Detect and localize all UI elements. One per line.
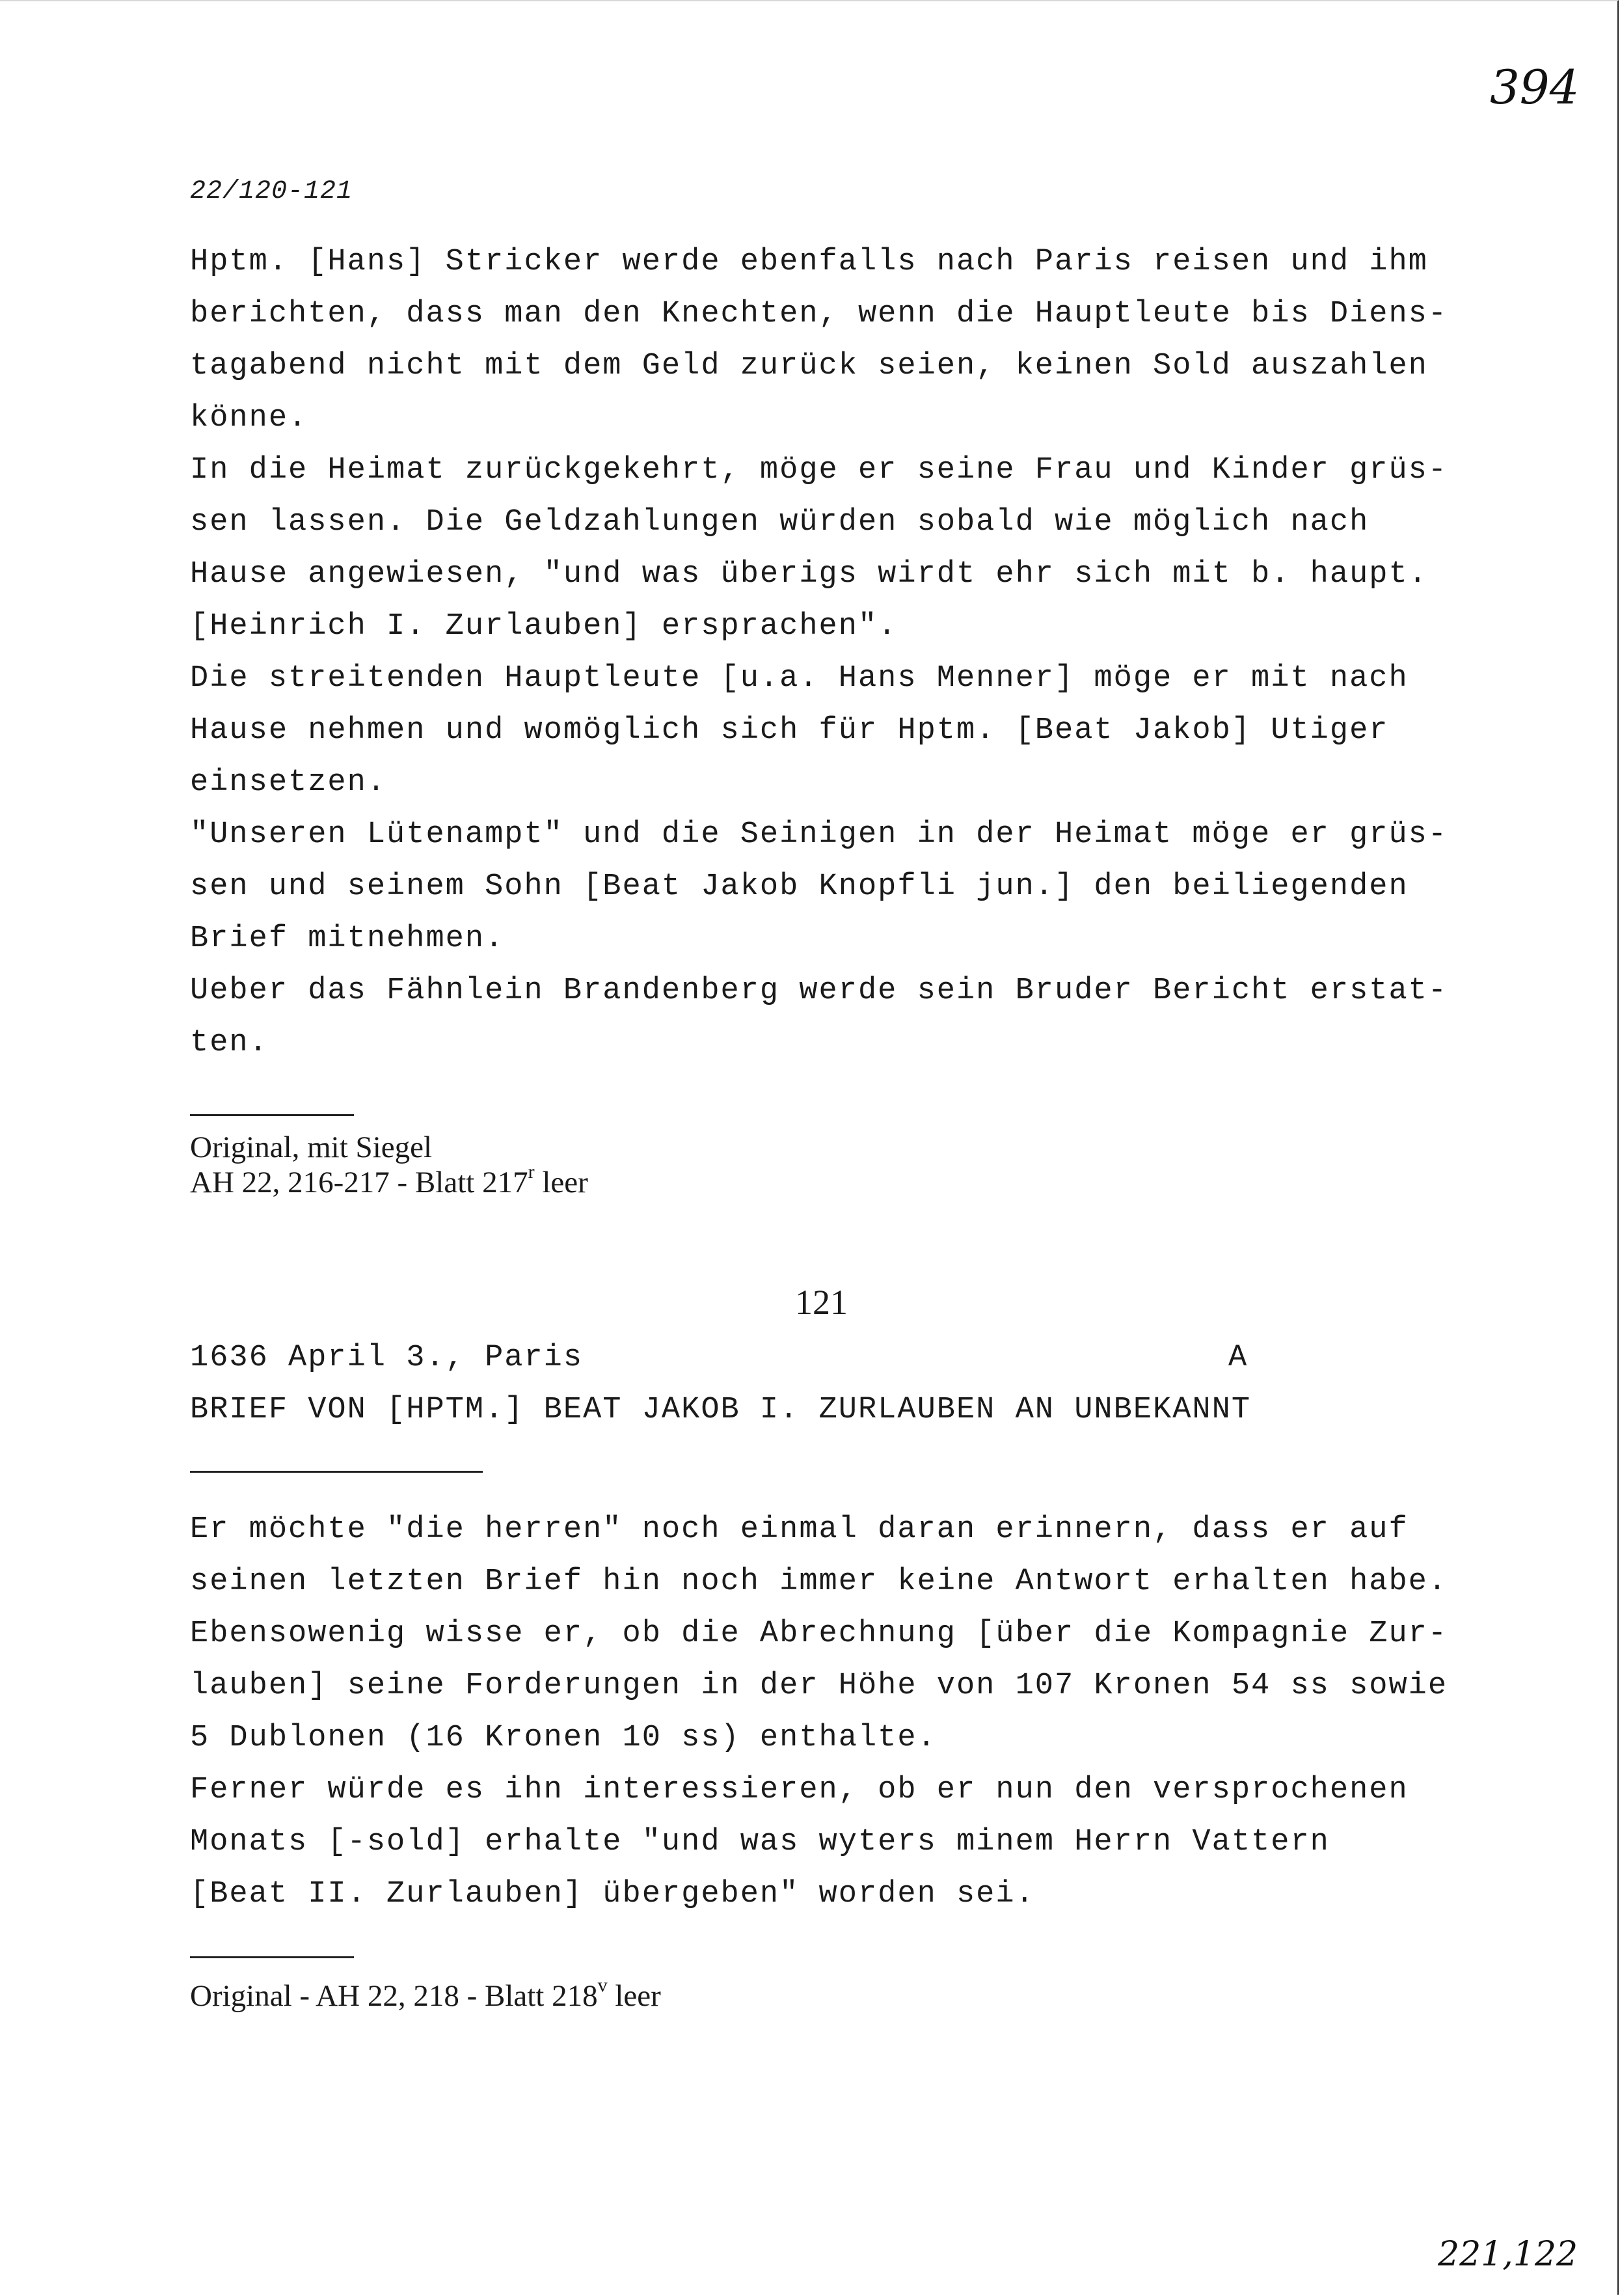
source-note-line-1: Original, mit Siegel: [190, 1130, 433, 1164]
text-line: Ebensowenig wisse er, ob die Abrechnung [über die Kompagnie Zur-: [190, 1617, 1448, 1651]
text-line: berichten, dass man den Knechten, wenn die Hauptleute bis Diens-: [190, 297, 1448, 331]
text-line: Ueber das Fähnlein Brandenberg werde sein Bruder Bericht erstat-: [190, 974, 1448, 1008]
entry-number: 121: [795, 1283, 848, 1322]
source-note-text: Original - AH 22, 218 - Blatt 218: [190, 1979, 598, 2013]
folio-side: v: [597, 1975, 608, 1996]
source-note-line-2: [190, 1161, 588, 1200]
text-line: "Unseren Lütenampt" und die Seinigen in der Heimat möge er grüs-: [190, 817, 1448, 852]
entry-heading: BRIEF VON [HPTM.] BEAT JAKOB I. ZURLAUBEN AN UNBEKANNT: [190, 1393, 1252, 1427]
source-note-suffix: leer: [534, 1166, 588, 1199]
text-line: lauben] seine Forderungen in der Höhe von 107 Kronen 54 ss sowie: [190, 1669, 1448, 1703]
text-line: Monats [-sold] erhalte "und was wyters minem Herrn Vattern: [190, 1825, 1330, 1859]
text-line: einsetzen.: [190, 765, 387, 800]
text-line: Ferner würde es ihn interessieren, ob er nun den versprochenen: [190, 1773, 1409, 1807]
text-line: 5 Dublonen (16 Kronen 10 ss) enthalte.: [190, 1721, 937, 1755]
text-line: [Heinrich I. Zurlauben] ersprachen".: [190, 609, 898, 644]
footnote-divider: [190, 1114, 354, 1116]
handwritten-page-number: 394: [1490, 60, 1580, 115]
text-line: Die streitenden Hauptleute [u.a. Hans Menner] möge er mit nach: [190, 661, 1409, 696]
text-line: Hause angewiesen, "und was überigs wirdt ehr sich mit b. haupt.: [190, 557, 1428, 592]
text-line: sen lassen. Die Geldzahlungen würden sobald wie möglich nach: [190, 505, 1370, 540]
entry-date-place: 1636 April 3., Paris: [190, 1341, 584, 1375]
heading-divider: [190, 1471, 483, 1473]
handwritten-footer-note: 221,122: [1438, 2235, 1578, 2274]
text-line: tagabend nicht mit dem Geld zurück seien, keinen Sold auszahlen: [190, 349, 1428, 383]
entry-marker: A: [1228, 1341, 1249, 1375]
text-line: Brief mitnehmen.: [190, 922, 505, 956]
text-line: könne.: [190, 401, 308, 435]
text-line: Hause nehmen und womöglich sich für Hptm. [Beat Jakob] Utiger: [190, 713, 1389, 748]
document-reference: 22/120-121: [190, 177, 353, 206]
text-line: Hptm. [Hans] Stricker werde ebenfalls nach Paris reisen und ihm: [190, 245, 1428, 279]
source-note-suffix: leer: [607, 1979, 661, 2013]
text-line: sen und seinem Sohn [Beat Jakob Knopfli jun.] den beiliegenden: [190, 869, 1409, 904]
text-line: seinen letzten Brief hin noch immer keine Antwort erhalten habe.: [190, 1565, 1448, 1599]
text-line: Er möchte "die herren" noch einmal daran erinnern, dass er auf: [190, 1512, 1409, 1547]
source-note-text: AH 22, 216-217 - Blatt 217: [190, 1166, 528, 1199]
footnote-divider: [190, 1956, 354, 1958]
folio-side: r: [528, 1161, 535, 1182]
text-line: ten.: [190, 1026, 269, 1060]
text-line: [Beat II. Zurlauben] übergeben" worden sei.: [190, 1877, 1035, 1911]
source-note: [190, 1975, 661, 2014]
text-line: In die Heimat zurückgekehrt, möge er seine Frau und Kinder grüs-: [190, 453, 1448, 487]
